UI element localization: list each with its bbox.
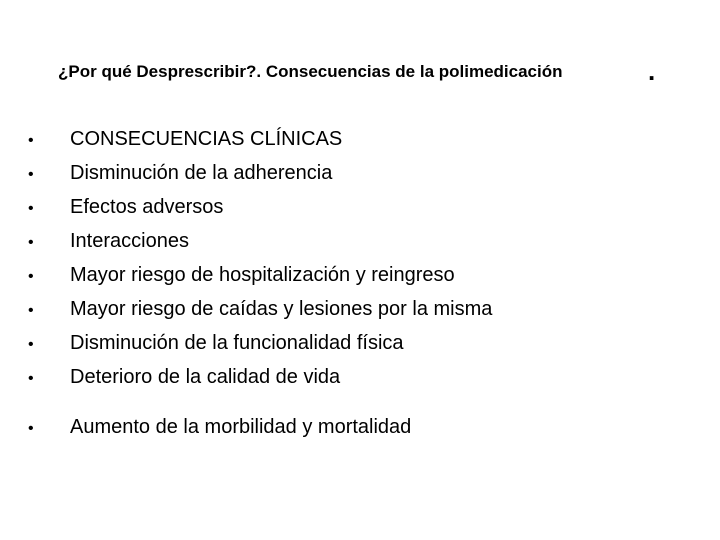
list-item-text: Aumento de la morbilidad y mortalidad: [70, 416, 412, 438]
list-item: [28, 332, 492, 366]
list-item: [28, 416, 411, 450]
list-item-text: Deterioro de la calidad de vida: [70, 366, 341, 388]
bullet-icon: •: [28, 200, 34, 217]
bullet-icon: •: [28, 302, 34, 319]
bullet-icon: •: [28, 336, 34, 353]
bullet-icon: •: [28, 420, 34, 437]
bullet-icon: •: [28, 370, 34, 387]
bullet-icon: •: [28, 166, 34, 183]
list-item-text: Mayor riesgo de caídas y lesiones por la misma: [70, 298, 493, 320]
title-period: .: [648, 56, 656, 86]
list-item-text: Efectos adversos: [70, 196, 224, 218]
bullet-icon: •: [28, 234, 34, 251]
bullet-list: [28, 128, 492, 400]
list-item: [28, 264, 492, 298]
list-item: [28, 162, 492, 196]
extra-bullet-list: [28, 416, 411, 450]
list-item-text: CONSECUENCIAS CLÍNICAS: [70, 128, 343, 150]
list-item: [28, 230, 492, 264]
bullet-icon: •: [28, 132, 34, 149]
list-item-text: Disminución de la adherencia: [70, 162, 333, 184]
list-item-text: Disminución de la funcionalidad física: [70, 332, 404, 354]
list-item: [28, 366, 492, 400]
list-item: [28, 298, 492, 332]
list-item-text: Interacciones: [70, 230, 189, 252]
list-item: [28, 196, 492, 230]
bullet-icon: •: [28, 268, 34, 285]
list-item-text: Mayor riesgo de hospitalización y reingreso: [70, 264, 455, 286]
slide-title: ¿Por qué Desprescribir?. Consecuencias de la polimedicación: [58, 62, 563, 81]
list-item: [28, 128, 492, 162]
